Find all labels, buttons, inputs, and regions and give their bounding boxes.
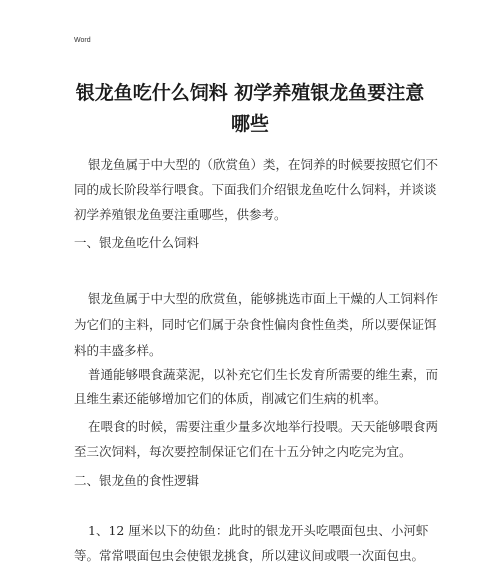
- para1-line-2: 为它们的主料，同时它们属于杂食性偏肉食性鱼类，所以要保证饵: [74, 317, 437, 332]
- para2-line-1: 普通能够喂食蔬菜泥，以补充它们生长发育所需要的维生素，而: [88, 367, 439, 382]
- para2-line-2: 且维生素还能够增加它们的体质，削减它们生病的机率。: [74, 391, 387, 406]
- document-title-line-2: 哪些: [230, 113, 269, 135]
- intro-line-1: 银龙鱼属于中大型的（欣赏鱼）类，在饲养的时候要按照它们不: [88, 157, 439, 172]
- para3-line-1: 在喂食的时候，需要注重少量多次地举行投喂。天天能够喂食两: [88, 419, 439, 434]
- document-title-line-1: 银龙鱼吃什么饲料 初学养殖银龙鱼要注意: [75, 82, 425, 104]
- para4-line-2: 等。常常喂面包虫会使银龙挑食，所以建议间或喂一次面包虫。: [74, 548, 425, 563]
- para1-line-1: 银龙鱼属于中大型的欣赏鱼，能够挑选市面上干燥的人工饲料作: [88, 291, 439, 306]
- header-label: Word: [74, 37, 91, 44]
- intro-line-3: 初学养殖银龙鱼要注重哪些，供参考。: [74, 207, 287, 222]
- para4-line-1: 1、12 厘米以下的幼鱼：此时的银龙开头吃喂面包虫、小河虾: [88, 523, 429, 538]
- section-heading-1: 一、银龙鱼吃什么饲料: [74, 235, 200, 250]
- section-heading-2: 二、银龙鱼的食性逻辑: [74, 473, 200, 488]
- para1-line-3: 料的丰盛多样。: [74, 343, 162, 358]
- intro-line-2: 同的成长阶段举行喂食。下面我们介绍银龙鱼吃什么饲料，并谈谈: [74, 182, 437, 197]
- para3-line-2: 至三次饲料，每次要控制保证它们在十五分钟之内吃完为宜。: [74, 444, 412, 459]
